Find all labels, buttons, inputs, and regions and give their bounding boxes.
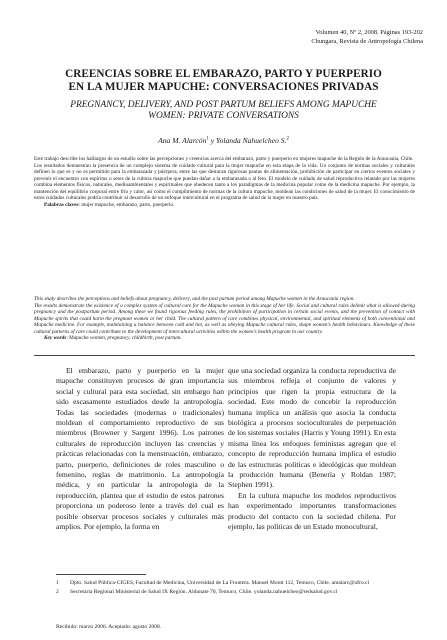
footnote-text: Secretaría Regional Ministerial de Salud IX Región. Aldunate 70, Temuco, Chile. yolanda.nahuelcheo@redsalud.gov.cl [70,589,338,596]
footnote [56,580,407,587]
abstract-es-paragraph-2: Los resultados demuestran la presencia de un complejo sistema de cuidado cultural para la mujer mapuche en esta etapa de la vida. Un conjunto de normas sociales y culturales definen lo que es y no es permitido para la embarazada y púérpera, entre las que destacan rigurosas pautas de alimentación, prohibición de participar en ciertos eventos sociales y prevenir el encuentro con espíritus o seres de la cultura mapuche que puedan dañar a la embarazada o al feto. El modelo de cuidado de salud reproductiva relatado por las mujeres combina elementos físicos, naturales, medioambientales y espirituales que obedecen tanto a los paradigmas de la medicina popular como de la medicina mapuche. Por ejemplo, la mantención del equilibrio corporal entre frío y calor, así como el cumplimiento de normas de la cultura mapuche, moldean las condiciones de salud de la mujer. El conocimiento de estos cuidados culturales podría contribuir al desarrollo de un enfoque intercultural en el programa de salud de la mujer en nuestro país. [34,162,415,201]
footnote-divider [56,574,146,575]
body-column-left [56,366,224,533]
author-2: Yolanda Nahuelcheo S. [216,136,287,145]
keywords-text-en: : Mapuche [66,335,90,341]
footnote [56,589,407,596]
footnotes [56,580,407,598]
author-1: Ana M. Alarcón [158,136,207,145]
title-line-2: EN LA MUJER MAPUCHE: CONVERSACIONES PRIVADAS [68,80,379,93]
abstract-english [34,296,415,342]
journal-header [311,28,423,46]
abstract-spanish [34,156,415,208]
author-conjunction: y [208,136,217,145]
author-1-affiliation: 1 [206,136,209,142]
keywords-label-en: Key words [44,335,67,341]
title-line-1: CREENCIAS SOBRE EL EMBARAZO, PARTO Y PUERPERIO [65,68,382,80]
abstract-en-paragraph-2: The results demonstrate the existence of a complex system of cultural care for the Mapuche woman in this stage of her life. Social and cultural rules delimit what is allowed during pregnancy and the postpartum period. Among these we found rigorous feeding rules, the prohibition of participation in certain social events, and the prevention of contact with Mapuche spirits that could harm the pregnant women or her child. The cultural pattern of care combines physical, environmental, and spiritual elements of both conventional and Mapuche medicine. For example, maintaining a balance between cold and hot, as well as obeying Mapuche cultural rules, shape women's health behaviours. Knowledge of these cultural patterns of care could contribute to the development of intercultural activities within the women's health program in our country. [34,302,415,335]
body-paragraph: En la cultura mapuche los modelos reproductivos han experimentado importantes transformaciones producto del contacto con la sociedad chilena. Por ejemplo, las políticas de un Estado monocultural, [228,490,396,532]
journal-volume: Volumen 40, Nº 2, 2008. Páginas 193-202 [315,29,423,36]
subtitle-line-1: PREGNANCY, DELIVERY, AND POST PARTUM BELIEFS AMONG MAPUCHE [70,100,377,110]
abstract-divider [34,355,415,356]
article-subtitle [34,100,413,122]
abstract-es-paragraph-1: Este trabajo describe los hallazgos de un estudio sobre las percepciones y creencias acerca del embarazo, parto y puerperio en mujeres mapuche de la Región de la Araucanía, Chile. [34,156,414,162]
author-2-affiliation: 2 [286,136,289,142]
footnote-number: 2 [56,589,59,596]
subtitle-line-2: WOMEN: PRIVATE CONVERSATIONS [148,111,299,121]
author-line [0,136,447,145]
received-dates: Recibido: marzo 2006. Aceptado: agosto 2008. [56,624,162,630]
footnote-number: 1 [56,580,59,586]
keywords-label-es: Palabras claves [44,201,79,208]
article-title [30,68,417,93]
body-column-right [228,366,396,533]
body-paragraph: El embarazo, parto y puerperio en la mujer mapuche constituyen procesos de gran importancia social y cultural para esta sociedad, sin embargo han sido escasamente estudiados desde la antropología. Todas las sociedades (modernas o tradicionales) moldean el comportamiento reproductivo de sus miembros (Browner y Sargent 1996). Los patrones culturales de reproducción incluyen las creencias y prácticas relacionadas con la menstruación, embarazo, parto, puerperio, definiciones de roles masculino o femenino, reglas de matrimonio. La antropología médica, y en particular la antropología de la reproducción, plantea que el estudio de estos patrones proporciona un poderoso lente a través del cual es posible observar procesos sociales y culturales más amplios. Por ejemplo, la forma en [56,366,224,532]
journal-name: Chungara, Revista de Antropología Chilena [311,38,423,45]
body-paragraph: que una sociedad organiza la conducta reproductiva de sus miembros refleja el conjunto de valores y principios que rigen la propia estructura de la sociedad. Este modo de concebir la reproducción humana implica un análisis que asocia la conducta biológica a procesos socioculturales de perpetuación de los sistemas sociales (Harris y Young 1991). En esta misma línea los enfoques feministas agregan que el concepto de reproducción humana implica el estudio de las estructuras políticas e ideológicas que moldean la producción humana (Benería y Roldan 1987; Stephen 1991). [228,366,396,490]
abstract-en-keywords [34,335,415,342]
keywords-text-es: : mujer mapuche, embarazo, parto, puerperio. [78,201,175,208]
footnote-text: Dpto. Salud Pública-CIGES, Facultad de Medicina, Universidad de La Frontera. Manuel Montt 112, Temuco, Chile. amalarc@ufro.cl [70,580,370,586]
keywords-italic-en: women, pregnancy, childbirth, post partum. [89,335,182,341]
abstract-es-keywords [34,202,415,209]
abstract-en-paragraph-1: This study describes the perceptions and beliefs about pregnancy, delivery, and the post partum period among Mapuche women in the Araucania region. [34,296,355,302]
